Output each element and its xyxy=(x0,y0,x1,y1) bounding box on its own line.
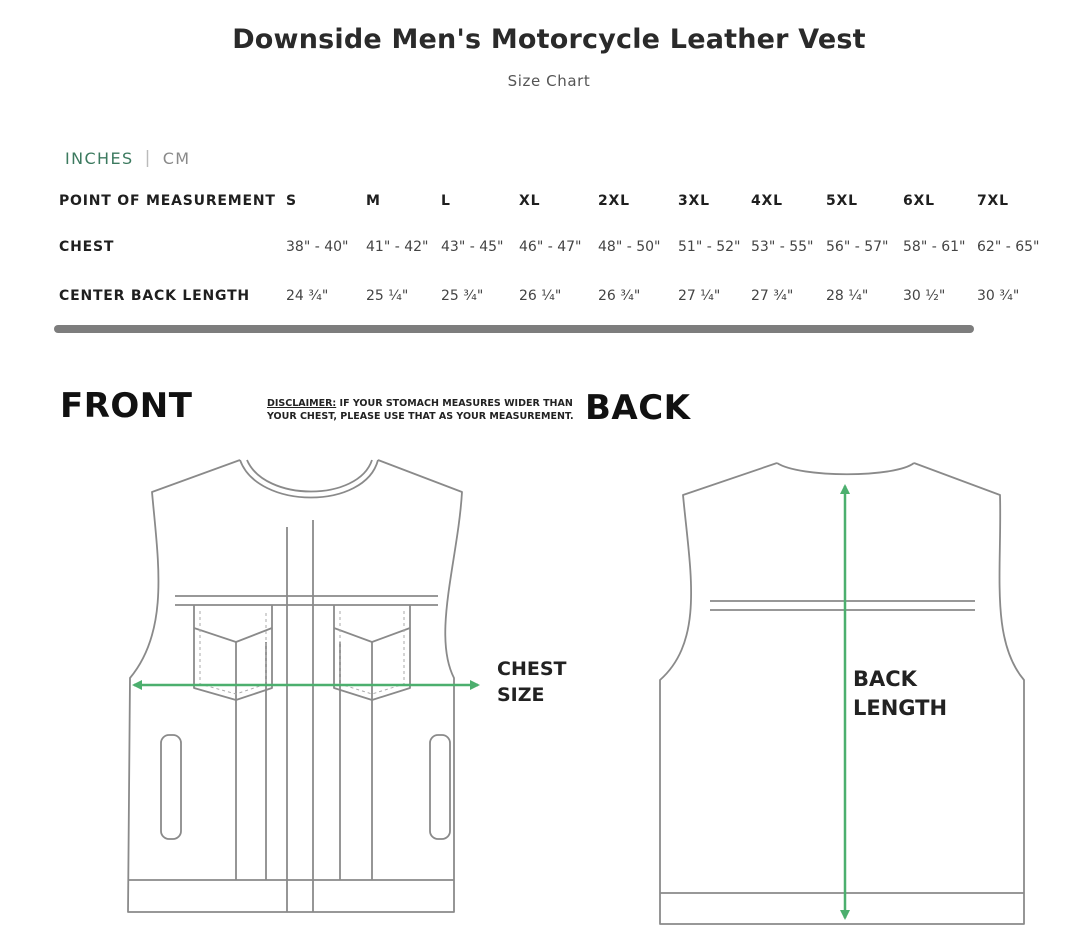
column-header: 4XL xyxy=(751,193,783,209)
row-label: CENTER BACK LENGTH xyxy=(59,287,250,304)
front-vest-stitching xyxy=(200,611,404,694)
table-cell: 24 ³⁄₄" xyxy=(286,287,329,304)
column-header: L xyxy=(441,193,451,209)
column-header: 5XL xyxy=(826,193,858,209)
chest-label-line2: SIZE xyxy=(497,684,545,706)
disclaimer-line1: IF YOUR STOMACH MEASURES WIDER THAN xyxy=(336,398,573,409)
table-cell: 30 ¹⁄₂" xyxy=(903,287,946,304)
column-header: S xyxy=(286,193,297,209)
table-cell: 46" - 47" xyxy=(519,238,582,255)
table-cell: 56" - 57" xyxy=(826,238,889,255)
page-title: Downside Men's Motorcycle Leather Vest xyxy=(232,24,866,55)
table-cell: 25 ¹⁄₄" xyxy=(366,287,409,304)
table-cell: 38" - 40" xyxy=(286,238,349,255)
unit-tab-inches[interactable]: INCHES xyxy=(65,148,134,168)
column-header: M xyxy=(366,193,381,209)
back-label: BACK xyxy=(585,388,691,428)
table-cell: 26 ¹⁄₄" xyxy=(519,287,562,304)
front-label: FRONT xyxy=(60,386,193,426)
table-cell: 62" - 65" xyxy=(977,238,1040,255)
table-cell: 30 ³⁄₄" xyxy=(977,287,1020,304)
table-cell: 58" - 61" xyxy=(903,238,966,255)
column-header: POINT OF MEASUREMENT xyxy=(59,193,276,209)
table-cell: 27 ¹⁄₄" xyxy=(678,287,721,304)
page-subtitle: Size Chart xyxy=(507,72,591,90)
chest-size-label xyxy=(497,656,587,708)
column-header: XL xyxy=(519,193,541,209)
unit-separator: | xyxy=(144,148,152,168)
back-length-line1: BACK xyxy=(853,667,917,691)
table-cell: 41" - 42" xyxy=(366,238,429,255)
table-cell: 53" - 55" xyxy=(751,238,814,255)
table-cell: 25 ³⁄₄" xyxy=(441,287,484,304)
table-cell: 26 ³⁄₄" xyxy=(598,287,641,304)
disclaimer-line2: YOUR CHEST, PLEASE USE THAT AS YOUR MEASUREMENT. xyxy=(267,411,574,422)
column-header: 2XL xyxy=(598,193,630,209)
unit-tab-cm[interactable]: CM xyxy=(162,148,191,168)
column-header: 6XL xyxy=(903,193,935,209)
row-label: CHEST xyxy=(59,238,115,255)
disclaimer-lead: DISCLAIMER: xyxy=(267,398,337,409)
table-cell: 43" - 45" xyxy=(441,238,504,255)
disclaimer xyxy=(267,397,577,423)
table-cell: 28 ¹⁄₄" xyxy=(826,287,869,304)
table-cell: 51" - 52" xyxy=(678,238,741,255)
table-cell: 48" - 50" xyxy=(598,238,661,255)
column-header: 7XL xyxy=(977,193,1009,209)
table-cell: 27 ³⁄₄" xyxy=(751,287,794,304)
chest-label-line1: CHEST xyxy=(497,658,567,680)
column-header: 3XL xyxy=(678,193,710,209)
back-length-line2: LENGTH xyxy=(853,696,948,720)
back-length-label xyxy=(853,665,973,723)
